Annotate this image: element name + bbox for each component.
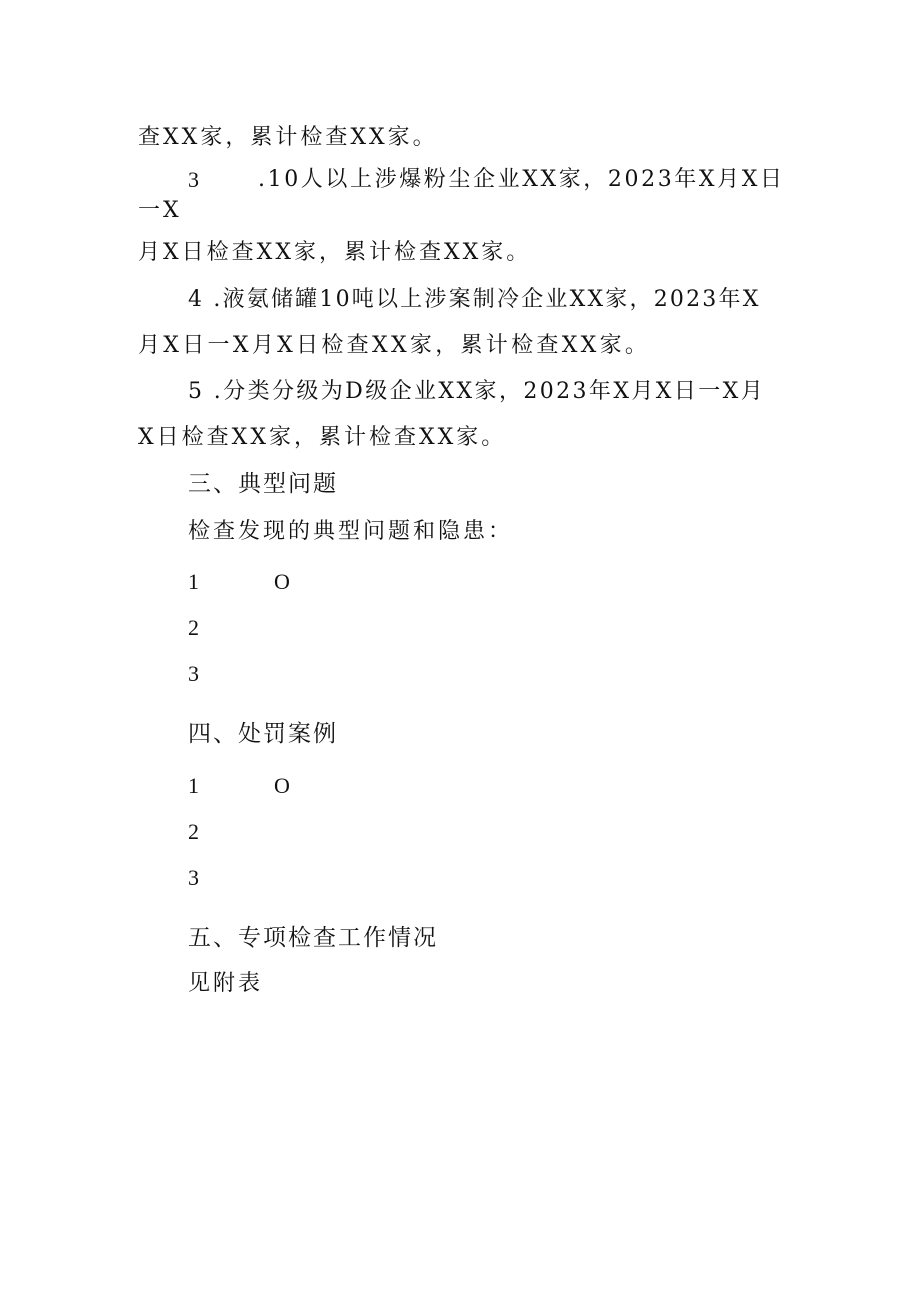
paragraph-line: 月X日一X月X日检查XX家，累计检查XX家。: [138, 333, 651, 358]
paragraph-line: 见附表: [188, 971, 264, 996]
paragraph-line: 5 .分类分级为D级企业XX家，2023年X月X日一X月: [188, 379, 766, 404]
paragraph-line: 一X: [138, 198, 182, 223]
paragraph-line: 4 .液氨储罐10吨以上涉案制冷企业XX家，2023年X: [188, 287, 761, 312]
list-item-mark: O: [274, 569, 290, 594]
list-item-number: 3: [188, 865, 199, 890]
section-heading: 三、典型问题: [188, 471, 338, 497]
list-item-number: 2: [188, 615, 199, 640]
paragraph-line: 查XX家，累计检查XX家。: [138, 125, 438, 150]
list-item-mark: O: [274, 773, 290, 798]
list-item-number: 2: [188, 819, 199, 844]
section-heading: 五、专项检查工作情况: [188, 925, 438, 951]
list-item-number: 3: [188, 661, 199, 686]
paragraph-line: 检查发现的典型问题和隐患：: [188, 519, 514, 544]
list-item-number: 1: [188, 569, 199, 594]
paragraph-line: X日检查XX家，累计检查XX家。: [138, 425, 507, 450]
item-number: 3: [188, 167, 199, 192]
paragraph-line: 月X日检查XX家，累计检查XX家。: [138, 240, 532, 265]
paragraph-line: .10人以上涉爆粉尘企业XX家，2023年X月X日: [258, 167, 785, 192]
section-heading: 四、处罚案例: [188, 721, 338, 747]
list-item-number: 1: [188, 773, 199, 798]
